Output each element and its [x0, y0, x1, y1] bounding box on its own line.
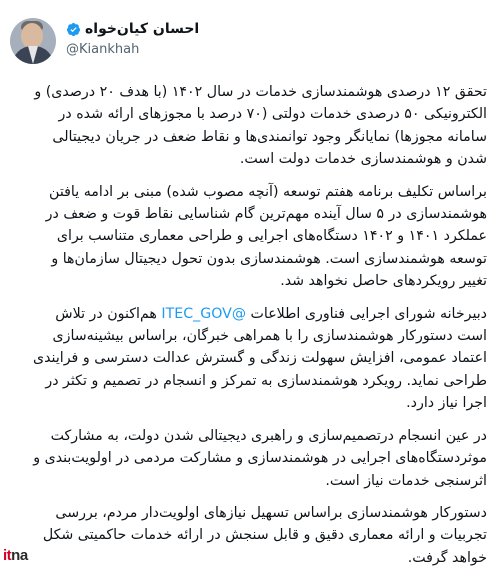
mention-link[interactable]: @ITEC_GOV	[161, 305, 247, 322]
tweet-paragraph-1: تحقق ۱۲ درصدی هوشمندسازی خدمات در سال ۱۴۰۲ (با هدف ۲۰ درصدی) و الکترونیکی ۵۰ درصدی خدمات دولتی (۷۰ درصد با مجوزهای ارائه شده در سامانه مجوزها) نمایانگر وجود توانمندی‌ها و نقاط ضعف در جریان دیجیتالی شدن و هوشمندسازی خدمات دولت است.	[34, 84, 487, 168]
author-name-row[interactable]	[66, 21, 199, 37]
logo-part-it: it	[3, 547, 12, 564]
paragraph-3-lead: دبیرخانه شورای اجرایی فناوری اطلاعات	[246, 305, 487, 322]
avatar[interactable]	[10, 18, 56, 64]
paragraph-3-rest: هم‌اکنون در تلاش است دستورکار هوشمندسازی را با همراهی خبرگان، براساس بیشینه‌سازی اعتماد عمومی، افزایش سهولت زندگی و گسترش عدالت دسترسی و فرایندی طراحی نماید. رویکرد هوشمندسازی به تمرکز و انسجام در تصمیم و تکثر در اجرا نیاز دارد.	[32, 305, 487, 412]
author-display-name: احسان کیان‌خواه	[85, 21, 200, 37]
itna-watermark-logo	[3, 546, 28, 564]
tweet-body	[15, 81, 487, 579]
author-handle[interactable]: @Kiankhah	[66, 42, 140, 57]
tweet-paragraph-3	[15, 303, 487, 415]
verified-badge-icon	[66, 22, 81, 37]
tweet-paragraph-2: براساس تکلیف برنامه هفتم توسعه (آنچه مصوب شده) مبنی بر ادامه یافتن هوشمندسازی در ۵ سال آینده مهم‌ترین گام شناسایی نقاط قوت و ضعف در عملکرد ۱۴۰۱ و ۱۴۰۲ دستگاه‌های اجرایی و طراحی معماری متناسب برای توسعه هوشمندسازی است. هوشمندسازی بدون تحول دیجیتال سازمان‌ها و تغییر رویکردهای حاصل نخواهد شد.	[45, 183, 487, 290]
logo-part-na: na	[11, 547, 28, 564]
tweet-paragraph-4: در عین انسجام درتصمیم‌سازی و راهبری دیجیتالی شدن دولت، به مشارکت موثردستگاه‌های اجرایی در هوشمندسازی و مشارکت مردمی در اولویت‌بندی و اثرسنجی خدمات نیاز است.	[33, 427, 487, 489]
tweet-paragraph-5: دستورکار هوشمندسازی براساس تسهیل نیازهای اولویت‌دار مردم، بررسی تجربیات و ارائه معماری دقیق و قابل سنجش در ارائه خدمات حاکمیتی شکل خواهد گرفت.	[42, 504, 487, 566]
